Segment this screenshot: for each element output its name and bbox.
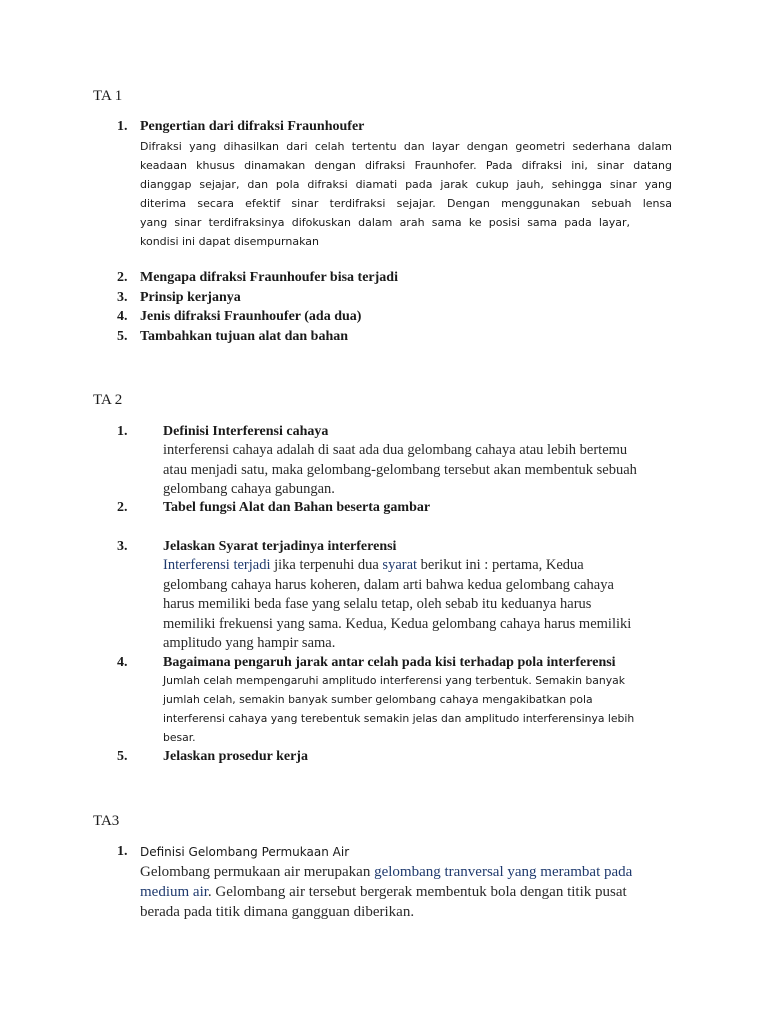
body-line: diterima secara efektif sinar terdifraksi sejajar. Dengan menggunakan sebuah lensa	[140, 197, 672, 210]
body-line	[140, 862, 632, 882]
ta2-item-4-number: 4.	[117, 655, 128, 670]
ta2-item-5-title: Jelaskan prosedur kerja	[163, 749, 308, 764]
body-line: Difraksi yang dihasilkan dari celah tertentu dan layar dengan geometri sederhana dalam	[140, 140, 672, 153]
body-line: harus memiliki beda fase yang selalu tetap, oleh sebab itu keduanya harus	[163, 596, 592, 612]
ta2-item-5-number: 5.	[117, 749, 128, 764]
ta1-item-3-title: Prinsip kerjanya	[140, 290, 241, 305]
ta2-item-3-title: Jelaskan Syarat terjadinya interferensi	[163, 539, 397, 554]
link-text: Interferensi terjadi	[163, 557, 271, 573]
link-text: medium air	[140, 884, 208, 900]
ta2-item-2-title: Tabel fungsi Alat dan Bahan beserta gambar	[163, 500, 431, 515]
body-line	[140, 882, 632, 902]
body-line: atau menjadi satu, maka gelombang-gelombang tersebut akan membentuk sebuah	[163, 461, 637, 478]
body-text: . Gelombang air tersebut bergerak membentuk bola dengan titik pusat	[207, 884, 627, 900]
ta1-item-1-title: Pengertian dari difraksi Fraunhoufer	[140, 119, 365, 134]
section-heading-ta3: TA3	[93, 813, 120, 829]
ta1-item-4-title: Jenis difraksi Fraunhoufer (ada dua)	[140, 309, 362, 324]
ta3-item-1-title: Definisi Gelombang Permukaan Air	[140, 845, 350, 859]
body-line: interferensi cahaya yang terebentuk semakin jelas dan amplitudo interferensinya lebih	[163, 712, 635, 725]
ta3-item-1-body	[140, 862, 632, 922]
ta1-item-5-number: 5.	[117, 329, 128, 344]
body-text: jika terpenuhi dua	[270, 557, 383, 573]
ta3-item-1-number: 1.	[117, 844, 128, 859]
body-line: gelombang cahaya gabungan.	[163, 481, 335, 497]
link-text: gelombang tranversal yang merambat pada	[374, 864, 633, 880]
body-text: Gelombang permukaan air merupakan	[140, 864, 375, 880]
body-line: kondisi ini dapat disempurnakan	[140, 235, 319, 248]
ta2-item-4-body	[163, 671, 634, 747]
ta1-item-1-number: 1.	[117, 119, 128, 134]
body-line: dianggap sejajar, dan pola difraksi diamati pada jarak cukup jauh, sehingga sinar yang	[140, 178, 672, 191]
body-line: yang sinar terdifraksinya difokuskan dalam arah sama ke posisi sama pada layar,	[140, 216, 630, 229]
link-text: syarat	[382, 557, 418, 573]
ta2-item-3-number: 3.	[117, 539, 128, 554]
body-line: jumlah celah, semakin banyak sumber gelombang cahaya mengakibatkan pola	[163, 693, 593, 706]
body-line	[163, 556, 631, 576]
body-line: amplitudo yang hampir sama.	[163, 635, 336, 651]
body-line: keadaan khusus dinamakan dengan difraksi Fraunhofer. Pada difraksi ini, sinar datang	[140, 159, 672, 172]
body-line: berada pada titik dimana gangguan diberikan.	[140, 904, 415, 920]
ta2-item-1-title: Definisi Interferensi cahaya	[163, 424, 329, 439]
ta1-item-2-title: Mengapa difraksi Fraunhoufer bisa terjadi	[140, 270, 398, 285]
ta1-item-4-number: 4.	[117, 309, 128, 324]
body-text: berikut ini : pertama, Kedua	[417, 557, 584, 573]
body-line: gelombang cahaya harus koheren, dalam arti bahwa kedua gelombang cahaya	[163, 576, 614, 593]
ta2-item-1-number: 1.	[117, 424, 128, 439]
body-line: interferensi cahaya adalah di saat ada dua gelombang cahaya atau lebih bertemu	[163, 442, 628, 458]
body-line: besar.	[163, 731, 196, 744]
ta1-item-1-body	[140, 137, 672, 251]
section-heading-ta2: TA 2	[93, 392, 123, 408]
ta1-item-2-number: 2.	[117, 270, 128, 285]
body-line: memiliki frekuensi yang sama. Kedua, Kedua gelombang cahaya harus memiliki	[163, 615, 632, 632]
ta2-item-2-number: 2.	[117, 500, 128, 515]
ta1-item-3-number: 3.	[117, 290, 128, 305]
ta2-item-4-title: Bagaimana pengaruh jarak antar celah pada kisi terhadap pola interferensi	[163, 655, 616, 670]
ta1-item-5-title: Tambahkan tujuan alat dan bahan	[140, 329, 349, 344]
ta2-item-3-body	[163, 556, 631, 654]
body-line: Jumlah celah mempengaruhi amplitudo interferensi yang terbentuk. Semakin banyak	[163, 674, 625, 687]
section-heading-ta1: TA 1	[93, 88, 123, 104]
ta2-item-1-body	[163, 441, 637, 500]
